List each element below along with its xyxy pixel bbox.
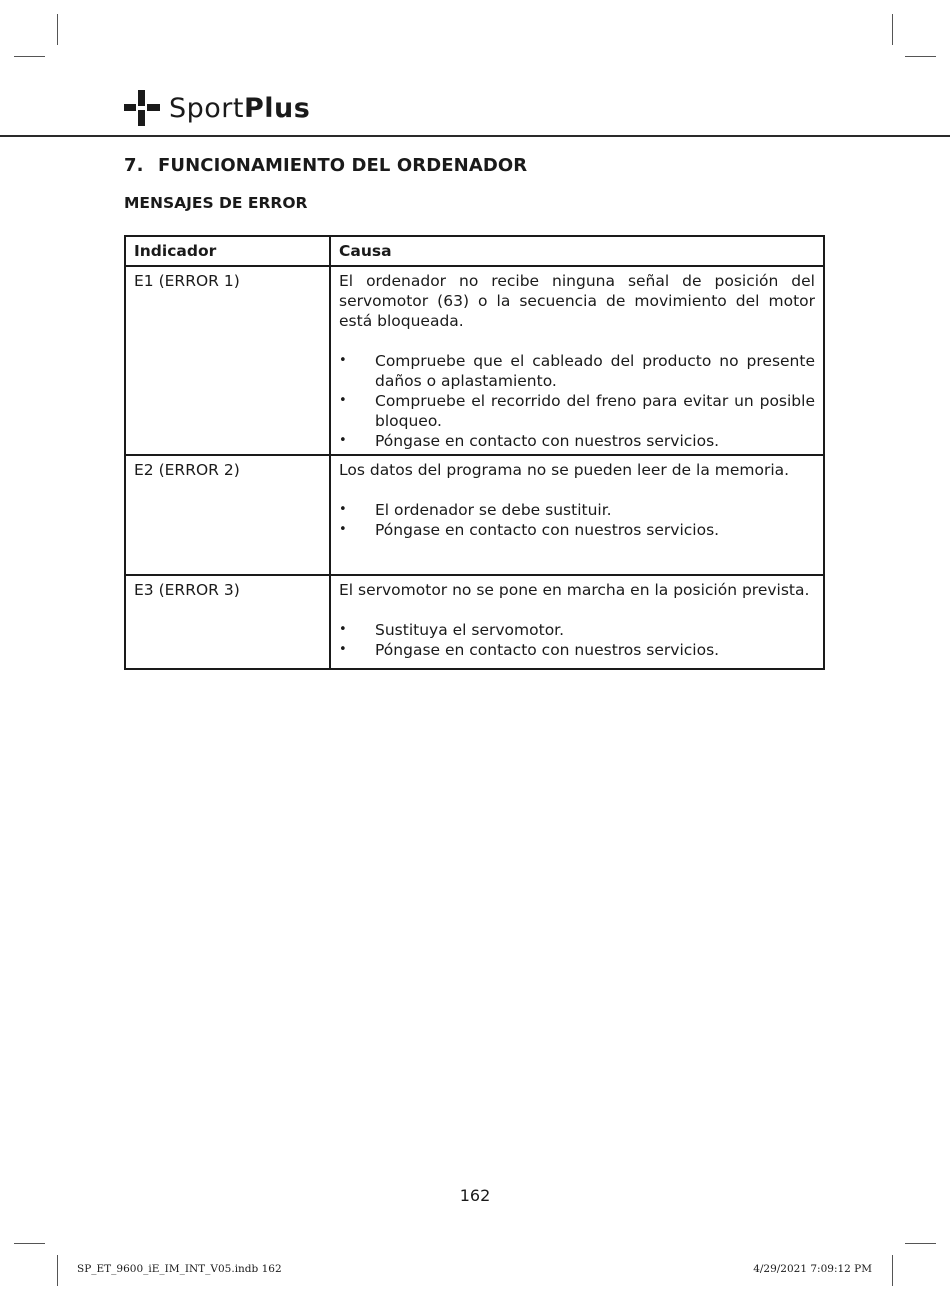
cause-text: El servomotor no se pone en marcha en la posición prevista. [339, 581, 810, 599]
brand-plus: Plus [243, 92, 311, 124]
indicator-cell: E1 (ERROR 1) [125, 266, 330, 455]
cause-text: El ordenador no recibe ninguna señal de posición del servomotor (63) o la secuencia de movimiento del motor está bloqueada. [339, 272, 815, 330]
table-row [125, 575, 824, 669]
list-item: • Compruebe que el cableado del producto no presente daños o aplastamiento. [339, 351, 815, 391]
list-item: • Póngase en contacto con nuestros servicios. [339, 640, 815, 660]
plus-logo-icon [123, 89, 161, 127]
crop-mark [892, 14, 893, 45]
list-item: • Póngase en contacto con nuestros servicios. [339, 520, 815, 540]
header-cause: Causa [330, 236, 824, 266]
print-slug-file: SP_ET_9600_iE_IM_INT_V05.indb 162 [77, 1263, 282, 1275]
brand-wordmark [169, 93, 310, 124]
tips-list [339, 500, 815, 540]
list-item: • El ordenador se debe sustituir. [339, 500, 815, 520]
cause-cell [330, 266, 824, 455]
brand-sport: Sport [169, 92, 244, 124]
section-number: 7. [124, 155, 144, 176]
cause-cell [330, 575, 824, 669]
cause-text: Los datos del programa no se pueden leer de la memoria. [339, 461, 790, 479]
crop-mark [14, 1243, 45, 1244]
page-number: 162 [459, 1186, 491, 1205]
list-item: • Póngase en contacto con nuestros servicios. [339, 431, 815, 451]
header-rule [0, 135, 950, 137]
brand-logo [123, 89, 310, 127]
table-header-row [125, 236, 824, 266]
list-item: • Compruebe el recorrido del freno para evitar un posible bloqueo. [339, 391, 815, 431]
crop-mark [892, 1255, 893, 1286]
cause-cell [330, 455, 824, 575]
crop-mark [905, 1243, 936, 1244]
print-slug-date: 4/29/2021 7:09:12 PM [753, 1263, 872, 1275]
crop-mark [57, 1255, 58, 1286]
tips-list [339, 351, 815, 451]
error-messages-table [124, 235, 825, 670]
section-title-text: FUNCIONAMIENTO DEL ORDENADOR [158, 155, 528, 176]
section-title [124, 155, 527, 176]
table-row [125, 266, 824, 455]
list-item: • Sustituya el servomotor. [339, 620, 815, 640]
crop-mark [57, 14, 58, 45]
header-indicator: Indicador [125, 236, 330, 266]
indicator-cell: E3 (ERROR 3) [125, 575, 330, 669]
subheading: MENSAJES DE ERROR [124, 194, 308, 212]
tips-list [339, 620, 815, 660]
crop-mark [14, 56, 45, 57]
indicator-cell: E2 (ERROR 2) [125, 455, 330, 575]
table-row [125, 455, 824, 575]
crop-mark [905, 56, 936, 57]
